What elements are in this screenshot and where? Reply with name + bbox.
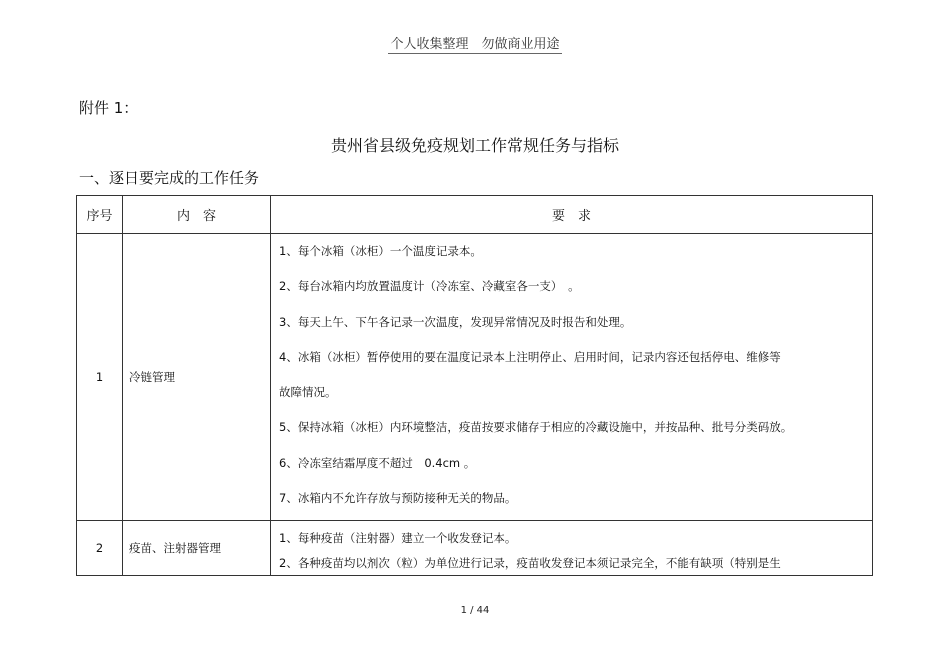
header-content: 内 容 [123, 196, 271, 234]
row-content: 疫苗、注射器管理 [123, 521, 271, 576]
row-requirements [271, 234, 873, 521]
page-number: 1 / 44 [460, 605, 490, 616]
requirement-line: 故障情况。 [279, 385, 337, 400]
section-heading: 一、逐日要完成的工作任务 [79, 169, 260, 187]
row-content: 冷链管理 [123, 234, 271, 521]
row-number: 2 [77, 521, 123, 576]
row-number: 1 [77, 234, 123, 521]
table-header-row [77, 196, 873, 234]
header-note [0, 33, 950, 52]
header-requirement: 要 求 [271, 196, 873, 234]
table-row [77, 234, 873, 521]
requirement-line: 7、冰箱内不允许存放与预防接种无关的物品。 [279, 491, 517, 506]
requirement-line: 3、每天上午、下午各记录一次温度，发现异常情况及时报告和处理。 [279, 314, 632, 329]
header-note-text: 个人收集整理 勿做商业用途 [390, 37, 560, 52]
requirement-line: 2、各种疫苗均以剂次（粒）为单位进行记录，疫苗收发登记本须记录完全，不能有缺项（特别是生 [279, 556, 781, 571]
requirement-line: 5、保持冰箱（冰柜）内环境整洁，疫苗按要求储存于相应的冷藏设施中，并按品种、批号分类码放。 [279, 420, 793, 435]
header-number: 序号 [77, 196, 123, 234]
requirement-line: 2、每台冰箱内均放置温度计（冷冻室、冷藏室各一支） 。 [279, 279, 580, 294]
requirement-line: 6、冷冻室结霜厚度不超过 0.4cm 。 [279, 455, 476, 470]
requirement-line: 1、每个冰箱（冰柜）一个温度记录本。 [279, 244, 482, 258]
requirement-line: 4、冰箱（冰柜）暂停使用的要在温度记录本上注明停止、启用时间，记录内容还包括停电、维修等 [279, 349, 781, 364]
task-table [76, 195, 873, 576]
table-row [77, 521, 873, 576]
attachment-label: 附件 1： [79, 99, 139, 117]
requirement-line: 1、每种疫苗（注射器）建立一个收发登记本。 [279, 531, 517, 546]
row-requirements [271, 521, 873, 576]
document-title: 贵州省县级免疫规划工作常规任务与指标 [330, 136, 619, 155]
